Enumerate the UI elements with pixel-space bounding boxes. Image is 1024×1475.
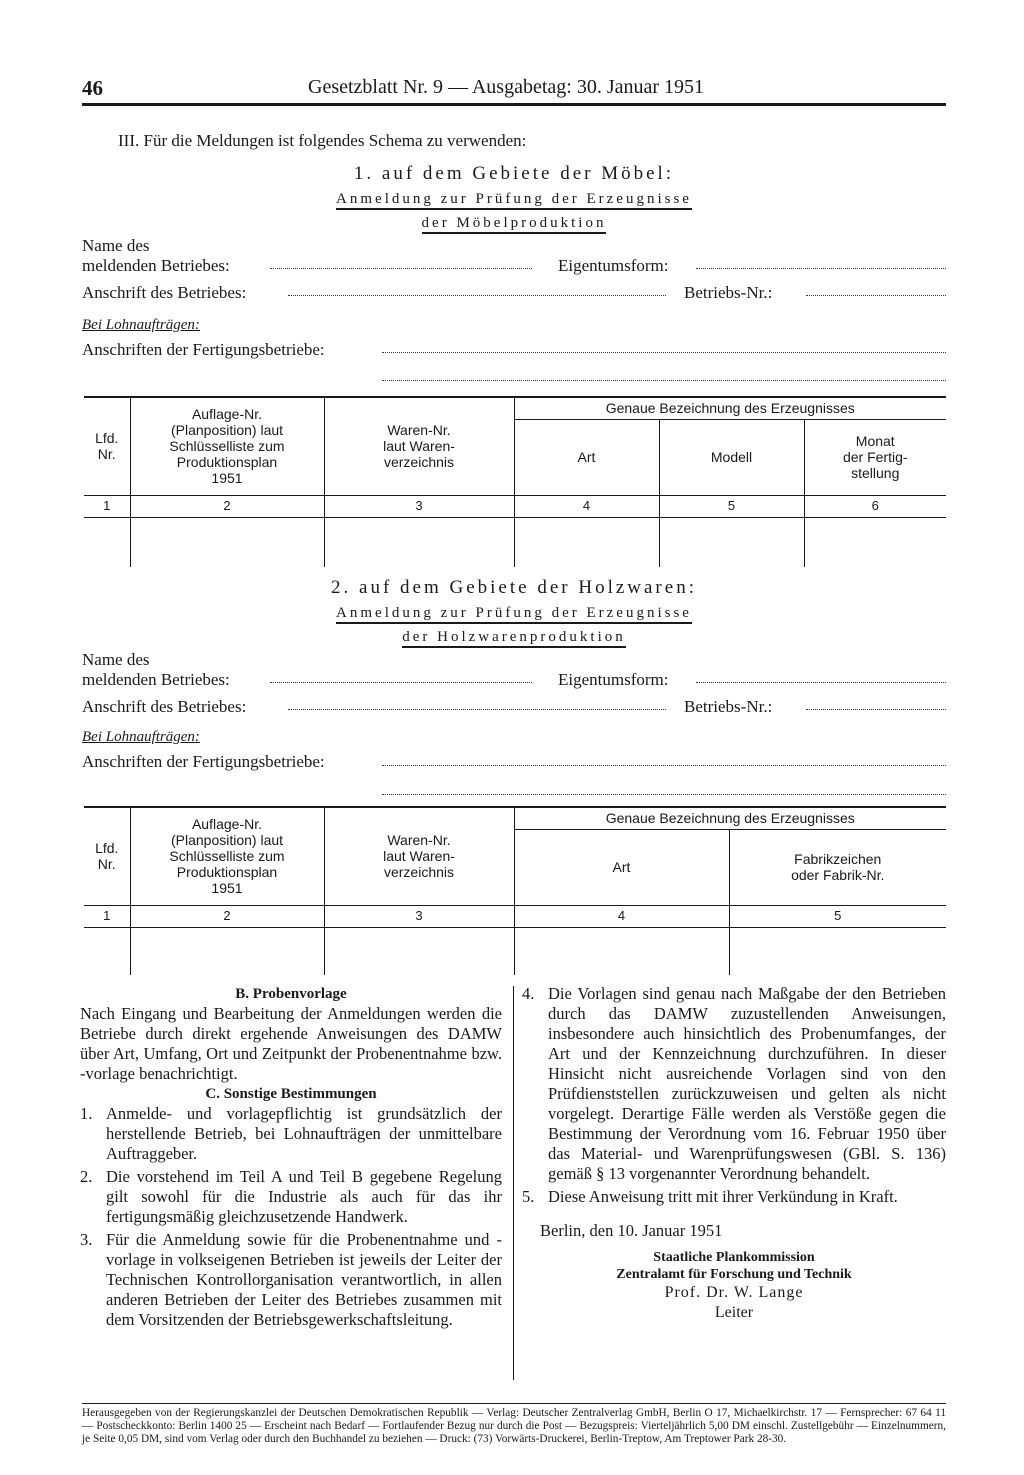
- form2-col-auflage-line2: (Planposition) laut: [170, 832, 284, 849]
- form1-col-waren-line3: verzeichnis: [383, 454, 455, 471]
- form2-subheading-1: Anmeldung zur Prüfung der Erzeugnisse: [336, 605, 692, 624]
- form2-col-fabrik: [729, 829, 946, 905]
- form1-table: [84, 396, 946, 567]
- form2-heading: 2. auf dem Gebiete der Holzwaren:: [331, 577, 697, 598]
- form1-col-lfd: [84, 397, 130, 495]
- list-item-text: Anmelde- und vorlagepflichtig ist grundsätzlich der herstellende Betrieb, bei Lohnaufträgen der unmittelbare Auftraggeber.: [106, 1104, 502, 1163]
- form1-col-monat-line2: der Fertig-: [842, 448, 908, 465]
- list-item-text: Für die Anmeldung sowie für die Probenentnahme und -vorlage in volkseigenen Betrieben ist jeweils der Leiter der Technischen Kontrollorganisation verantwortlich, in allen anderen Betrieben der Leiter des Betriebes zusammen mit dem Vorsitzenden der Betriebsgewerkschaftsleitung.: [106, 1230, 502, 1329]
- form2-eigentum-field[interactable]: [696, 681, 946, 683]
- form2-num-2: 2: [130, 905, 324, 927]
- imprint-footer: Herausgegeben von der Regierungskanzlei der Deutschen Demokratischen Republik — Verlag: Deutscher Zentralverlag GmbH, Berlin O 17, Michaelkirchstr. 17 — Fernsprecher: 67 64 11 — Postscheckkonto: Berlin 1400 25 — Erscheint nach Bedarf — Fortlaufender Bezug nur durch die Post — Bezugspreis: Vierteljährlich 5,00 DM einschl. Zustellgebühr — Einzelnummern, je Seite 0,05 DM, sind vom Verlag oder durch den Buchhandel zu beziehen — Druck: (73) Vorwärts-Druckerei, Berlin-Treptow, Am Treptower Park 28-30.: [82, 1403, 946, 1446]
- form1-fertigung-label: Anschriften der Fertigungsbetriebe:: [82, 340, 325, 359]
- form1-fertigung-field-2[interactable]: [382, 379, 946, 381]
- form1-entry-3[interactable]: [324, 517, 514, 567]
- form1-subheading-2: der Möbelproduktion: [422, 215, 607, 234]
- form2-col-waren: [324, 807, 514, 905]
- form2-fertigung-label: Anschriften der Fertigungsbetriebe:: [82, 752, 325, 771]
- list-item: [80, 1167, 502, 1227]
- section-b-title: B. Probenvorlage: [235, 986, 347, 1002]
- form2-col-fabrik-line1: Fabrikzeichen: [794, 850, 882, 867]
- form1-col-waren-line1: Waren-Nr.: [387, 422, 451, 439]
- form1-entry-4[interactable]: [514, 517, 659, 567]
- form1-name-label-1: Name des: [82, 236, 150, 255]
- form1-subheading-1: Anmeldung zur Prüfung der Erzeugnisse: [336, 191, 692, 210]
- form2-subheading-1-wrap: [82, 604, 946, 622]
- list-item-number: 5.: [522, 1187, 535, 1206]
- form1-col-waren-line2: laut Waren-: [383, 438, 455, 455]
- form1-num-1: 1: [84, 495, 130, 517]
- form2-entry-1[interactable]: [84, 927, 130, 975]
- form1-entry-1[interactable]: [84, 517, 130, 567]
- form1-col-auflage-line5: 1951: [211, 470, 243, 487]
- form1-col-lfd-text: Lfd. Nr.: [95, 430, 119, 463]
- form2-name-label-2: meldenden Betriebes:: [82, 670, 230, 689]
- form2-col-waren-line3: verzeichnis: [383, 864, 455, 881]
- intro-text: III. Für die Meldungen ist folgendes Schema zu verwenden:: [118, 131, 527, 150]
- form2-col-auflage-line5: 1951: [211, 880, 243, 897]
- form2-num-3: 3: [324, 905, 514, 927]
- form2-num-4: 4: [514, 905, 729, 927]
- form2-col-waren-line2: laut Waren-: [383, 848, 455, 865]
- form1-entry-6[interactable]: [804, 517, 946, 567]
- form2-col-auflage-line1: Auflage-Nr.: [191, 816, 263, 833]
- form1-num-3: 3: [324, 495, 514, 517]
- signature-org-2: Zentralamt für Forschung und Technik: [616, 1267, 852, 1282]
- form1-anschrift-label: Anschrift des Betriebes:: [82, 283, 247, 302]
- form2-subheading-2: der Holzwarenproduktion: [402, 629, 626, 648]
- section-c-title: C. Sonstige Bestimmungen: [205, 1086, 377, 1102]
- section-b-text: Nach Eingang und Bearbeitung der Anmeldungen werden die Betriebe durch direkt ergehende Anweisungen des DAMW über Art, Umfang, Ort und Zeitpunkt der Probenentnahme bzw. -vorlage benachrichtigt.: [80, 1004, 502, 1083]
- form1-col-waren: [324, 397, 514, 495]
- form2-entry-5[interactable]: [729, 927, 946, 975]
- form2-anschrift-field[interactable]: [288, 708, 666, 710]
- form1-name-label-2: meldenden Betriebes:: [82, 256, 230, 275]
- list-item-text: Diese Anweisung tritt mit ihrer Verkündung in Kraft.: [548, 1187, 898, 1206]
- form1-num-5: 5: [659, 495, 804, 517]
- signature-name: Prof. Dr. W. Lange: [664, 1284, 804, 1301]
- form1-subheading-2-wrap: [82, 214, 946, 232]
- form2-betriebsnr-label: Betriebs-Nr.:: [684, 697, 773, 716]
- form1-col-art: Art: [514, 419, 659, 495]
- form1-col-monat-line3: stellung: [851, 465, 900, 482]
- form2-col-waren-line1: Waren-Nr.: [387, 832, 451, 849]
- form2-col-auflage-line3: Schlüsselliste zum: [169, 848, 285, 865]
- form1-anschrift-field[interactable]: [288, 294, 666, 296]
- form2-table: [84, 806, 946, 975]
- list-item-text: Die Vorlagen sind genau nach Maßgabe der den Betrieben durch das DAMW zuzustellenden Anweisungen, insbesondere auch hinsichtlich des Probenumfanges, der Art und der Kennzeichnung durchzuführen. In dieser Hinsicht nicht ausreichende Vorlagen sind von den Prüfdienststellen zurückzuweisen und gelten als nicht vorgelegt. Derartige Fälle werden als Verstöße gegen die Bestimmung der Verordnung vom 16. Februar 1950 über das Material- und Warenprüfungswesen (GBl. S. 136) gemäß § 13 vorgenannter Verordnung behandelt.: [548, 984, 946, 1183]
- form2-name-label-1: Name des: [82, 650, 150, 669]
- form2-col-auflage-line4: Produktionsplan: [176, 864, 278, 881]
- date-line: Berlin, den 10. Januar 1951: [540, 1221, 723, 1240]
- form2-col-lfd-text: Lfd. Nr.: [95, 840, 119, 873]
- form1-col-monat-line1: Monat: [855, 432, 895, 449]
- list-item: [522, 984, 946, 1184]
- form1-num-2: 2: [130, 495, 324, 517]
- right-column: [522, 984, 946, 1323]
- form1-fertigung-field-1[interactable]: [382, 351, 946, 353]
- form1-entry-5[interactable]: [659, 517, 804, 567]
- page-number: 46: [82, 76, 103, 100]
- form2-col-auflage: [130, 807, 324, 905]
- form1-betriebsnr-field[interactable]: [806, 294, 946, 296]
- form1-num-6: 6: [804, 495, 946, 517]
- form2-col-lfd: [84, 807, 130, 905]
- form1-name-field[interactable]: [270, 267, 532, 269]
- list-item-number: 4.: [522, 984, 535, 1003]
- form1-entry-2[interactable]: [130, 517, 324, 567]
- form2-col-art: Art: [514, 829, 729, 905]
- form2-subheading-2-wrap: [82, 628, 946, 646]
- form2-anschrift-label: Anschrift des Betriebes:: [82, 697, 247, 716]
- signature-role: Leiter: [714, 1304, 754, 1321]
- list-item: [80, 1104, 502, 1164]
- page-header: [82, 76, 946, 106]
- form1-subheading-1-wrap: [82, 190, 946, 208]
- form2-lohn-label: Bei Lohnaufträgen:: [82, 729, 200, 745]
- form2-entry-3[interactable]: [324, 927, 514, 975]
- list-item-number: 2.: [80, 1167, 93, 1186]
- form2-group-header: Genaue Bezeichnung des Erzeugnisses: [514, 807, 946, 829]
- form1-col-auflage-line2: (Planposition) laut: [170, 422, 284, 439]
- form1-heading: 1. auf dem Gebiete der Möbel:: [353, 163, 675, 184]
- form2-col-fabrik-line2: oder Fabrik-Nr.: [791, 867, 885, 883]
- left-column: [80, 984, 502, 1330]
- column-divider: [513, 986, 514, 1380]
- signature-org-1: Staatliche Plankommission: [653, 1250, 815, 1265]
- form1-eigentum-label: Eigentumsform:: [558, 256, 669, 275]
- form2-betriebsnr-field[interactable]: [806, 708, 946, 710]
- form1-group-header: Genaue Bezeichnung des Erzeugnisses: [514, 397, 946, 419]
- form2-name-field[interactable]: [270, 681, 532, 683]
- page-title: Gesetzblatt Nr. 9 — Ausgabetag: 30. Januar 1951: [308, 76, 705, 98]
- list-item-text: Die vorstehend im Teil A und Teil B gegebene Regelung gilt sowohl für die Industrie als auch für das ihr fertigungsmäßig gleichzusetzende Handwerk.: [106, 1167, 502, 1226]
- list-item: [522, 1187, 946, 1207]
- form1-col-modell: Modell: [659, 419, 804, 495]
- list-item-number: 1.: [80, 1104, 93, 1123]
- form1-lohn-label: Bei Lohnaufträgen:: [82, 317, 200, 333]
- signature-block: [522, 1249, 946, 1323]
- list-item-number: 3.: [80, 1230, 93, 1249]
- form2-entry-4[interactable]: [514, 927, 729, 975]
- form2-entry-2[interactable]: [130, 927, 324, 975]
- form2-num-1: 1: [84, 905, 130, 927]
- form1-col-monat: [804, 419, 946, 495]
- form1-eigentum-field[interactable]: [696, 267, 946, 269]
- list-item: [80, 1230, 502, 1330]
- form1-betriebsnr-label: Betriebs-Nr.:: [684, 283, 773, 302]
- form1-col-auflage-line1: Auflage-Nr.: [191, 406, 263, 423]
- form1-num-4: 4: [514, 495, 659, 517]
- form1-col-auflage-line4: Produktionsplan: [176, 454, 278, 471]
- form2-num-5: 5: [729, 905, 946, 927]
- form1-col-auflage: [130, 397, 324, 495]
- form2-eigentum-label: Eigentumsform:: [558, 670, 669, 689]
- form2-fertigung-field-2[interactable]: [382, 793, 946, 795]
- form2-fertigung-field-1[interactable]: [382, 764, 946, 766]
- form1-col-auflage-line3: Schlüsselliste zum: [169, 438, 285, 455]
